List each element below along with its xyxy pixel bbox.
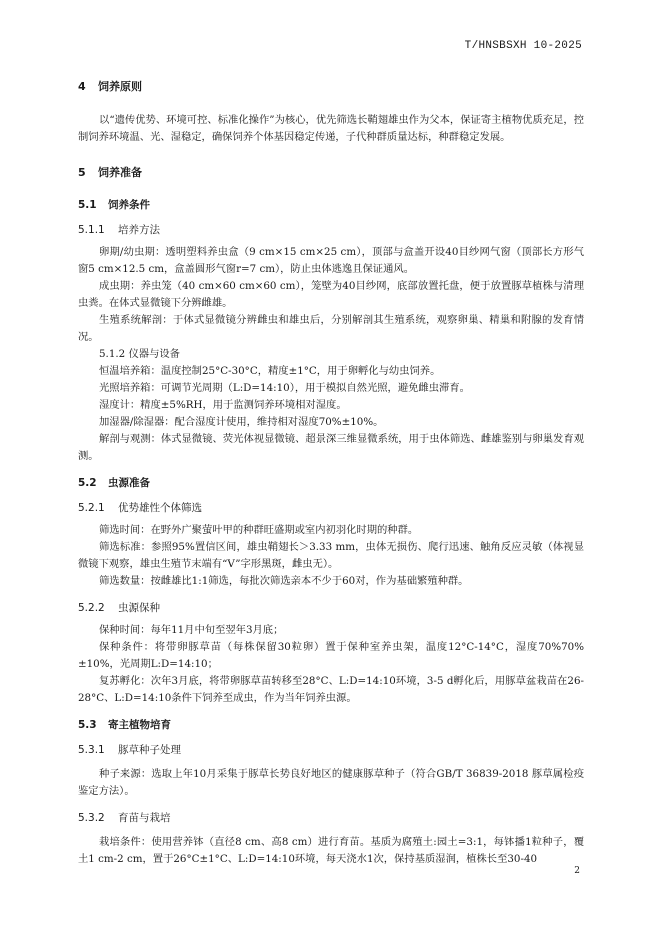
section-5-2-heading [78,475,584,490]
section-title: 豚草种子处理 [118,744,181,756]
section-number: 5.1.1 [78,224,105,236]
section-4-heading [78,78,584,94]
section-5-1-2-heading: 5.1.2 仪器与设备 [99,348,180,360]
section-number: 5.2.2 [78,602,105,614]
section-title: 寄主植物培育 [108,719,171,731]
section-number: 5.3 [78,719,97,731]
section-5-1-1-heading [78,222,584,237]
section-number: 5 [78,166,86,179]
section-number: 5.2.1 [78,502,105,514]
section-title: 优势雄性个体筛选 [118,502,202,514]
paragraph: 湿度计：精度±5%RH，用于监测饲养环境相对湿度。 [99,399,347,411]
section-5-3-1-heading [78,742,584,757]
document-body [78,78,584,868]
paragraph: 生殖系统解剖：于体式显微镜分辨雌虫和雄虫后，分别解剖其生殖系统，观察卵巢、精巢和附腺的发育情况。 [78,314,584,343]
section-title: 育苗与栽培 [118,812,171,824]
section-5-2-2-heading [78,600,584,615]
paragraph: 解剖与观测：体式显微镜、荧光体视显微镜、超景深三维显微系统，用于虫体筛选、雌雄鉴别与卵巢发育观测。 [78,433,584,462]
section-title: 饲养准备 [98,166,142,179]
section-number: 5.1 [78,199,97,211]
paragraph: 加湿器/除湿器：配合湿度计使用，维持相对湿度70%±10%。 [99,416,384,428]
paragraph: 复苏孵化：次年3月底，将带卵豚草苗转移至28°C、L:D=14:10环境，3-5 d孵化后，用豚草盆栽苗在26-28°C、L:D=14:10条件下饲养至成虫，作为当年饲养虫源。 [78,675,584,704]
section-4-paragraph: 以“遗传优势、环境可控、标准化操作”为核心，优先筛选长鞘翅雄虫作为父本，保证寄主植物优质充足，控制饲养环境温、光、湿稳定，确保饲养个体基因稳定传递，子代种群质量达标，种群稳定发展。 [78,114,584,143]
paragraph: 筛选数量：按雌雄比1:1筛选，每批次筛选亲本不少于60对，作为基础繁殖种群。 [99,575,469,587]
section-title: 饲养条件 [108,199,150,211]
page-number: 2 [574,866,580,876]
section-title: 饲养原则 [98,80,142,93]
paragraph: 种子来源：选取上年10月采集于豚草长势良好地区的健康豚草种子（符合GB/T 36839-2018 豚草属检疫鉴定方法）。 [78,768,584,797]
section-5-3-heading [78,717,584,732]
section-number: 5.3.2 [78,812,105,824]
section-title: 培养方法 [118,224,160,236]
section-5-1-heading [78,197,584,212]
paragraph: 保种时间：每年11月中旬至翌年3月底； [99,624,284,636]
section-5-2-1-heading [78,500,584,515]
section-number: 4 [78,80,86,93]
section-title: 虫源准备 [108,477,150,489]
section-number: 5.2 [78,477,97,489]
paragraph: 栽培条件：使用营养钵（直径8 cm、高8 cm）进行育苗。基质为腐殖土:园土=3:1，每钵播1粒种子，覆土1 cm-2 cm，置于26°C±1°C、L:D=14:10环境，每天浇水1次，保持基质湿润，植株长至30-40 [78,836,584,865]
standard-code: T/HNSBSXH 10-2025 [464,40,582,52]
paragraph: 保种条件：将带卵豚草苗（每株保留30粒卵）置于保种室养虫架，温度12°C-14°C，湿度70%70%±10%，光周期L:D=14:10； [78,641,584,670]
section-5-heading [78,164,584,180]
section-title: 虫源保种 [118,602,160,614]
section-5-3-2-heading [78,810,584,825]
paragraph: 成虫期：养虫笼（40 cm×60 cm×60 cm），笼壁为40目纱网，底部放置托盘，便于放置豚草植株与清理虫粪。在体式显微镜下分辨雌雄。 [78,280,584,309]
paragraph: 恒温培养箱：温度控制25°C-30°C，精度±1°C，用于卵孵化与幼虫饲养。 [99,365,441,377]
paragraph: 光照培养箱：可调节光周期（L:D=14:10），用于模拟自然光照，避免雌虫滞育。 [99,382,470,394]
paragraph: 卵期/幼虫期：透明塑料养虫盒（9 cm×15 cm×25 cm），顶部与盒盖开设40目纱网气窗（顶部长方形气窗5 cm×12.5 cm，盒盖圆形气窗r=7 cm），防止虫体逃逸且保证通风。 [78,246,584,275]
paragraph: 筛选时间：在野外广聚萤叶甲的种群旺盛期或室内初羽化时期的种群。 [99,524,419,536]
paragraph: 筛选标准：参照95%置信区间，雄虫鞘翅长＞3.33 mm，虫体无损伤、爬行迅速、触角反应灵敏（体视显微镜下观察，雄虫生殖节末端有“V”字形黑斑，雌虫无）。 [78,541,584,570]
section-number: 5.3.1 [78,744,105,756]
